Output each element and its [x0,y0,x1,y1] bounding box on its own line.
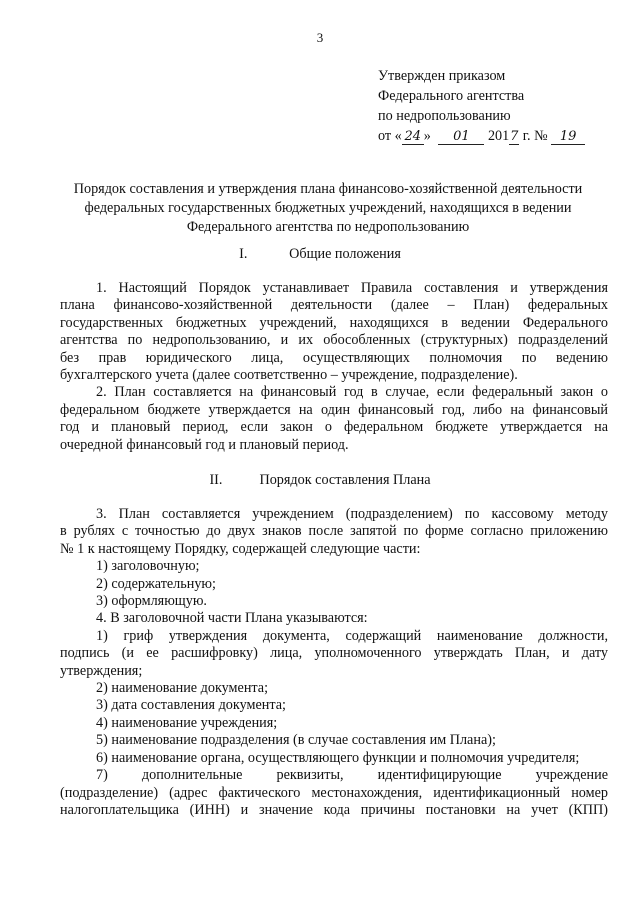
handwritten-day: 24 [402,129,424,145]
text-line: государственных бюджетных учреждений, находящихся в ведении Федерального [60,314,608,331]
text-line: утверждения; [60,662,143,679]
text-line: очередной финансовый год и плановый период. [60,436,349,453]
list-item: 2) наименование документа; [96,680,269,697]
section-heading [0,246,640,263]
list-item: 4) наименование учреждения; [96,714,278,731]
text-line: год и плановый период, если закон о федеральном бюджете утверждается на [60,419,608,436]
text-line: (подразделение) (адрес фактического местонахождения, идентификационный номер [60,784,608,801]
list-item: 3) оформляющую. [96,593,207,610]
text-line: 1. Настоящий Порядок устанавливает Правила составления и утверждения [96,280,608,296]
approval-date-line [378,126,585,146]
text-line: 4. В заголовочной части Плана указываются: [96,610,368,627]
section-number: II. [209,472,223,488]
text-line: бухгалтерского учета (далее соответственно – учреждение, подразделение). [60,367,518,384]
title-line: федеральных государственных бюджетных учреждений, находящихся в ведении [84,200,572,216]
title-line: Порядок составления и утверждения плана финансово-хозяйственной деятельности [73,181,583,197]
section-title: Порядок составления Плана [259,472,431,488]
text-line: подпись (и ее расшифровку) лица, уполномоченного утверждать План, и дату [60,645,608,662]
list-item: 2) содержательную; [96,575,216,592]
section-title: Общие положения [289,246,401,262]
text-line: № 1 к настоящему Порядку, содержащей следующие части: [60,540,421,557]
list-item: 1) гриф утверждения документа, содержащий наименование должности, [96,627,608,644]
handwritten-month: 01 [438,129,484,145]
text-line: плана финансово-хозяйственной деятельности (далее – План) федеральных [60,297,608,314]
text-line: 3. План составляется учреждением (подразделением) по кассовому методу [96,506,608,522]
text-line: агентства по недропользованию, и их обособленных (структурных) подразделений [60,332,608,349]
approval-block [378,66,585,146]
list-item: 1) заголовочную; [96,558,200,575]
list-item: 3) дата составления документа; [96,697,286,714]
text-line: без прав юридического лица, осуществляющих полномочия по ведению [60,349,608,366]
section-body [60,506,608,819]
date-prefix: от « [378,128,402,144]
date-close: » [423,128,431,144]
section-body [60,280,608,454]
title-line: Федерального агентства по недропользованию [186,219,470,235]
text-line: федеральном бюджете утверждается на один финансовый год, либо на финансовый [60,401,608,418]
document-title [48,180,608,237]
handwritten-year: 7 [510,129,519,144]
handwritten-order-number: 19 [551,129,585,145]
list-item: 6) наименование органа, осуществляющего функции и полномочия учредителя; [96,749,580,766]
order-number-prefix: г. № [522,128,548,144]
text-line: налогоплательщика (ИНН) и значение кода причины постановки на учет (КПП) [60,801,608,818]
section-number: I. [239,246,248,262]
approval-line: Утвержден приказом [378,68,506,84]
approval-line: по недропользованию [378,108,511,124]
page-number: 3 [316,30,324,45]
text-line: в рублях с точностью до двух знаков после запятой по форме согласно приложению [60,523,608,540]
year-prefix: 201 [487,128,510,144]
approval-line: Федерального агентства [378,88,525,104]
text-line: 2. План составляется на финансовый год в случае, если федеральный закон о [96,384,608,401]
list-item: 7) дополнительные реквизиты, идентифицирующие учреждение [96,767,608,784]
section-heading [0,472,640,489]
list-item: 5) наименование подразделения (в случае составления им Плана); [96,732,496,749]
